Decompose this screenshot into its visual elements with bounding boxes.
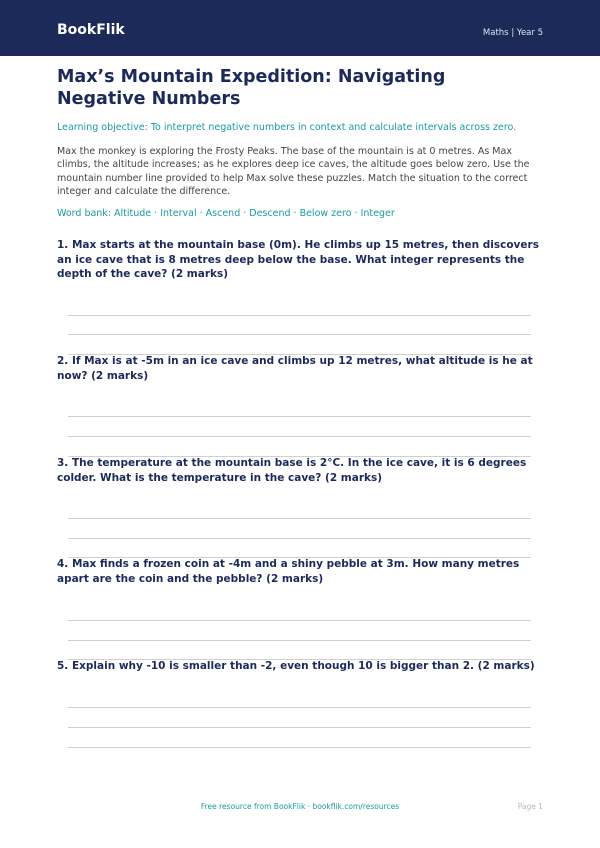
answer-line[interactable] xyxy=(68,640,531,641)
question-1: 1. Max starts at the mountain base (0m). He climbs up 15 metres, then discovers an ice cave that is 8 metres deep below the base. What integer represents the depth of the cave? (2 marks) xyxy=(57,239,539,280)
subject-label: Maths | Year 5 xyxy=(482,28,543,38)
learning-objective: Learning objective: To interpret negative numbers in context and calculate intervals across zero. xyxy=(57,122,517,133)
worksheet-title: Max’s Mountain Expedition: Navigating Negative Numbers xyxy=(57,67,446,109)
word-bank: Word bank: Altitude · Interval · Ascend · Descend · Below zero · Integer xyxy=(57,208,395,219)
answer-line[interactable] xyxy=(68,727,531,728)
question-4: 4. Max finds a frozen coin at -4m and a shiny pebble at 3m. How many metres apart are the coin and the pebble? (2 marks) xyxy=(57,558,520,585)
answer-line[interactable] xyxy=(68,659,531,660)
footer-credit[interactable]: Free resource from BookFlik · bookflik.com/resources xyxy=(200,802,400,811)
page-number: Page 1 xyxy=(517,802,543,811)
question-3: 3. The temperature at the mountain base is 2°C. In the ice cave, it is 6 degrees colder. What is the temperature in the cave? (2 marks) xyxy=(57,457,527,484)
question-2: 2. If Max is at -5m in an ice cave and climbs up 12 metres, what altitude is he at now? (2 marks) xyxy=(57,355,533,382)
answer-line[interactable] xyxy=(68,518,531,519)
brand-logo[interactable]: BookFlik xyxy=(57,22,125,38)
answer-line[interactable] xyxy=(68,747,531,748)
answer-line[interactable] xyxy=(68,557,531,558)
page-header xyxy=(0,0,600,56)
answer-line[interactable] xyxy=(68,315,531,316)
answer-line[interactable] xyxy=(68,416,531,417)
question-5: 5. Explain why -10 is smaller than -2, even though 10 is bigger than 2. (2 marks) xyxy=(57,660,535,672)
answer-line[interactable] xyxy=(68,354,531,355)
answer-line[interactable] xyxy=(68,436,531,437)
answer-line[interactable] xyxy=(68,334,531,335)
answer-line[interactable] xyxy=(68,620,531,621)
answer-line[interactable] xyxy=(68,707,531,708)
answer-line[interactable] xyxy=(68,538,531,539)
answer-line[interactable] xyxy=(68,456,531,457)
intro-paragraph: Max the monkey is exploring the Frosty Peaks. The base of the mountain is at 0 metres. As Max climbs, the altitude increases; as he explores deep ice caves, the altitude goes below zero. Use the mountain number line provided to help Max solve these puzzles. Match the situation to the correct integer and calculate the difference. xyxy=(57,146,530,197)
